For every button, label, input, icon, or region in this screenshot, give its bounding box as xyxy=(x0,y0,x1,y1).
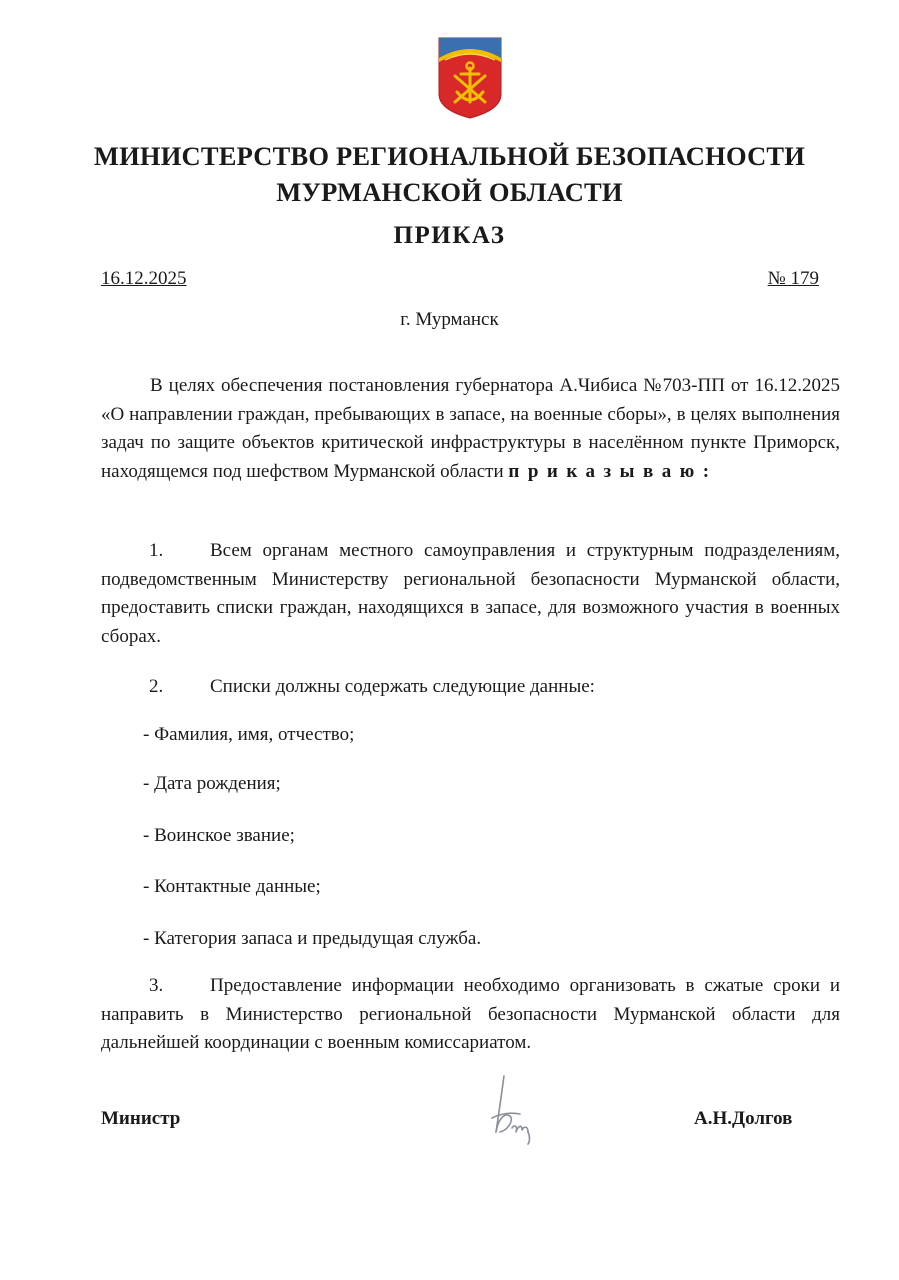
document-city: г. Мурманск xyxy=(400,309,499,330)
ministry-title-line2: МУРМАНСКОЙ ОБЛАСТИ xyxy=(276,177,623,207)
item-number: 1. xyxy=(149,540,164,561)
document-date: 16.12.2025 xyxy=(101,268,187,289)
document-type-heading: ПРИКАЗ xyxy=(393,222,506,249)
handwritten-signature-icon xyxy=(482,1072,546,1148)
order-colon: : xyxy=(702,460,710,482)
signer-position: Министр xyxy=(101,1108,181,1129)
murmansk-coat-of-arms-icon xyxy=(437,36,503,120)
order-item-1 xyxy=(101,537,840,651)
item-number: 3. xyxy=(149,975,164,996)
item-number: 2. xyxy=(149,676,164,697)
document-number: № 179 xyxy=(767,268,819,289)
preamble-paragraph xyxy=(101,372,840,486)
item-text: Списки должны содержать следующие данные: xyxy=(210,676,595,697)
ministry-title-line1: МИНИСТЕРСТВО РЕГИОНАЛЬНОЙ БЕЗОПАСНОСТИ xyxy=(93,141,806,171)
list-item: - Воинское звание; xyxy=(143,825,295,846)
order-item-3 xyxy=(101,972,840,1058)
order-word: приказываю xyxy=(508,460,703,482)
list-item: - Контактные данные; xyxy=(143,876,321,897)
signer-name: А.Н.Долгов xyxy=(694,1108,793,1129)
list-item: - Фамилия, имя, отчество; xyxy=(143,724,355,745)
ministry-title xyxy=(0,138,899,210)
list-item: - Дата рождения; xyxy=(143,773,281,794)
item-text: Всем органам местного самоуправления и структурным подразделениям, подведомственным Министерству региональной безопасности Мурманской области, предоставить списки граждан, находящихся в запасе, для возможного участия в военных сборах. xyxy=(101,540,840,647)
preamble-text: В целях обеспечения постановления губернатора А.Чибиса №703-ПП от 16.12.2025 «О направлении граждан, пребывающих в запасе, на военные сборы», в целях выполнения задач по защите объектов критической инфраструктуры в населённом пункте Приморск, находящемся под шефством Мурманской области xyxy=(101,375,840,482)
order-item-2 xyxy=(101,673,840,702)
item-text: Предоставление информации необходимо организовать в сжатые сроки и направить в Министерство региональной безопасности Мурманской области для дальнейшей координации с военным комиссариатом. xyxy=(101,975,840,1053)
list-item: - Категория запаса и предыдущая служба. xyxy=(143,928,482,949)
